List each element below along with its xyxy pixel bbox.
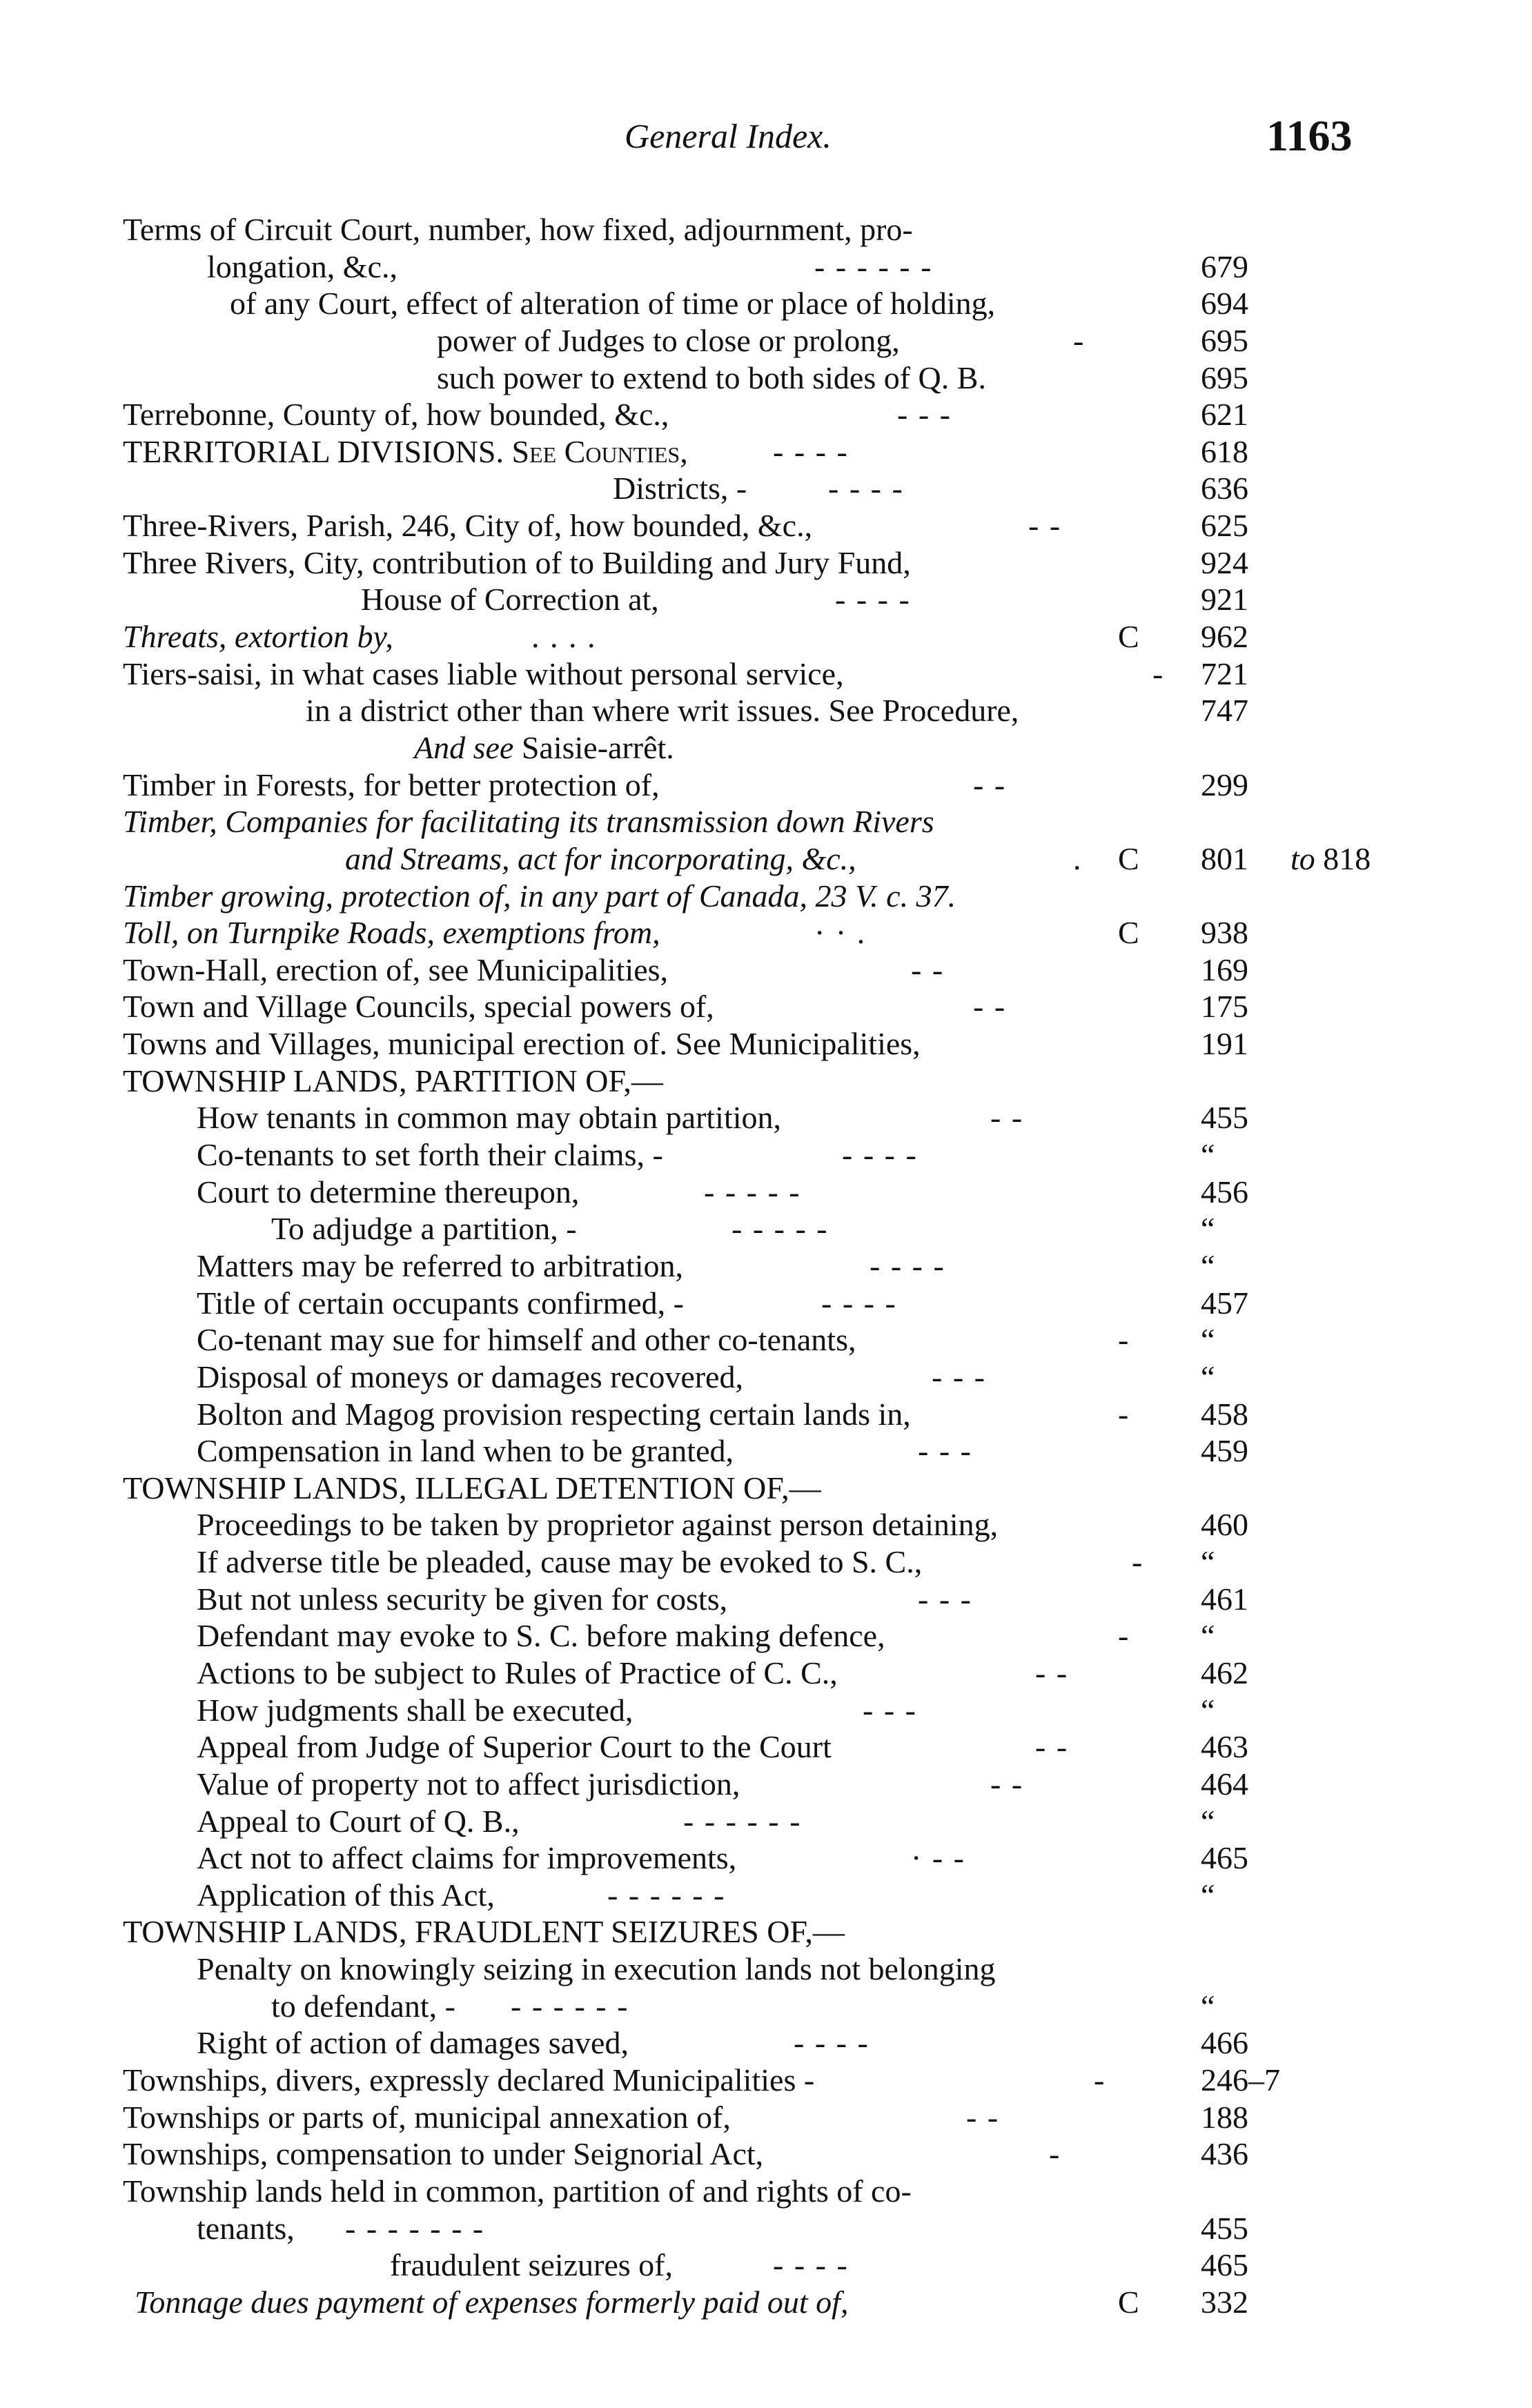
leader-dots: .	[1073, 840, 1083, 876]
index-entry	[0, 2210, 1532, 2247]
page-reference: “	[1201, 1988, 1215, 2024]
entry-text: Threats, extortion by,	[123, 619, 393, 655]
entry-text: How judgments shall be executed,	[197, 1692, 634, 1728]
index-entry	[0, 1877, 1532, 1914]
entry-text: Tiers-saisi, in what cases liable without personal service,	[123, 655, 844, 691]
page-reference: 169	[1201, 951, 1248, 987]
entry-text: Appeal to Court of Q. B.,	[197, 1803, 520, 1839]
index-entry	[0, 1951, 1532, 1988]
leader-dots: - -	[966, 2099, 1000, 2135]
page-reference: “	[1201, 1877, 1215, 1913]
index-entry	[0, 2062, 1532, 2099]
leader-dots: - -	[973, 989, 1007, 1025]
entry-text: To adjudge a partition, -	[271, 1211, 577, 1247]
leader-dots: - - - -	[828, 471, 904, 506]
entry-text: But not unless security be given for costs,	[197, 1581, 728, 1617]
entry-text: Compensation in land when to be granted,	[197, 1433, 734, 1469]
page-reference: “	[1201, 1692, 1215, 1728]
leader-dots: · · .	[814, 915, 867, 951]
entry-text: to defendant, -	[271, 1988, 455, 2024]
entry-text: Application of this Act,	[197, 1877, 495, 1913]
entry-text: Town-Hall, erection of, see Municipalities,	[123, 951, 669, 987]
page-reference: “	[1201, 1359, 1215, 1394]
leader-dots: - - - -	[794, 2025, 870, 2061]
leader-dots: - - - - - -	[511, 1988, 629, 2024]
page-reference: 679	[1201, 248, 1248, 284]
entry-text: TOWNSHIP LANDS, PARTITION OF,—	[123, 1063, 663, 1098]
entry-text: House of Correction at,	[361, 582, 659, 618]
index-entry	[0, 878, 1532, 915]
index-entry	[0, 2099, 1532, 2136]
entry-text: Actions to be subject to Rules of Practice of C. C.,	[197, 1655, 838, 1690]
index-entry	[0, 1359, 1532, 1396]
index-entry	[0, 433, 1532, 471]
entry-text: How tenants in common may obtain partition,	[197, 1100, 782, 1136]
leader-dots: - - - - - - -	[345, 2210, 485, 2246]
entry-text: Value of property not to affect jurisdiction,	[197, 1766, 740, 1802]
index-entry	[0, 1617, 1532, 1655]
entry-text: Districts, -	[613, 471, 747, 506]
index-entry	[0, 1655, 1532, 1692]
entry-text: Terms of Circuit Court, number, how fixed, adjournment, pro-	[123, 212, 913, 247]
entry-text: Defendant may evoke to S. C. before making defence,	[197, 1618, 885, 1654]
page-reference: 458	[1201, 1396, 1248, 1432]
page-reference: 436	[1201, 2136, 1248, 2172]
entry-text: Title of certain occupants confirmed, -	[197, 1285, 684, 1321]
page-reference: 332	[1201, 2284, 1248, 2320]
index-entry	[0, 1099, 1532, 1136]
index-entry	[0, 803, 1532, 840]
entry-text: in a district other than where writ issues. See Procedure,	[306, 693, 1019, 729]
entry-text: TERRITORIAL DIVISIONS. See Counties,	[123, 433, 688, 469]
page-reference: “	[1201, 1322, 1215, 1358]
page-reference: 188	[1201, 2099, 1248, 2135]
entry-text: Disposal of moneys or damages recovered,	[197, 1359, 743, 1394]
entry-text: Appeal from Judge of Superior Court to the Court	[197, 1729, 832, 1765]
index-entry	[0, 507, 1532, 544]
leader-dots: -	[1118, 1396, 1130, 1432]
index-entry	[0, 285, 1532, 322]
leader-dots: -	[1073, 322, 1086, 358]
page-reference: 465	[1201, 1840, 1248, 1876]
consolidated-mark: C	[1118, 619, 1139, 655]
page-reference: 455	[1201, 2210, 1248, 2246]
index-entry	[0, 2135, 1532, 2173]
entry-text: Three Rivers, City, contribution of to Building and Jury Fund,	[123, 544, 911, 580]
entry-text: Timber growing, protection of, in any part of Canada, 23 V. c. 37.	[123, 878, 956, 914]
index-entry	[0, 1396, 1532, 1433]
leader-dots: -	[1152, 655, 1165, 691]
entry-text: Bolton and Magog provision respecting certain lands in,	[197, 1396, 911, 1432]
entry-text: Townships, compensation to under Seignorial Act,	[123, 2136, 764, 2172]
entry-text: Proceedings to be taken by proprietor against person detaining,	[197, 1507, 999, 1543]
entry-text: Co-tenants to set forth their claims, -	[197, 1137, 663, 1173]
page-reference: 721	[1201, 655, 1248, 691]
leader-dots: -	[1094, 2062, 1106, 2098]
consolidated-mark: C	[1118, 840, 1139, 876]
leader-dots: - - -	[897, 397, 952, 433]
entry-text: Timber in Forests, for better protection of,	[123, 767, 660, 802]
leader-dots: - - - - -	[731, 1211, 829, 1247]
index-entry	[0, 618, 1532, 655]
leader-dots: - - - -	[842, 1137, 918, 1173]
entry-text: If adverse title be pleaded, cause may be evoked to S. C.,	[197, 1544, 923, 1580]
entry-text: Court to determine thereupon,	[197, 1174, 580, 1210]
index-entry	[0, 655, 1532, 693]
leader-dots: . . . .	[531, 619, 597, 655]
index-entry	[0, 1543, 1532, 1581]
entry-text: tenants,	[197, 2210, 295, 2246]
index-entry	[0, 470, 1532, 507]
leader-dots: -	[1049, 2136, 1061, 2172]
page-reference: 921	[1201, 582, 1248, 618]
leader-dots: · - -	[911, 1840, 965, 1876]
index-entry	[0, 1321, 1532, 1359]
page-reference: 618	[1201, 433, 1248, 469]
index-entry	[0, 211, 1532, 248]
page-reference: 246–7	[1201, 2062, 1280, 2098]
leader-dots: -	[1118, 1322, 1130, 1358]
index-entry	[0, 1913, 1532, 1951]
leader-dots: - - - - - -	[607, 1877, 726, 1913]
entry-text: And see Saisie-arrêt.	[414, 729, 674, 765]
index-entry	[0, 1210, 1532, 1247]
leader-dots: - - -	[863, 1692, 917, 1728]
leader-dots: - - - - - -	[683, 1803, 802, 1839]
entry-text: longation, &c.,	[207, 248, 397, 284]
entry-text: Penalty on knowingly seizing in execution lands not belonging	[197, 1951, 996, 1987]
entry-text: of any Court, effect of alteration of time or place of holding,	[230, 286, 996, 322]
index-entry	[0, 1506, 1532, 1543]
index-entry	[0, 988, 1532, 1025]
leader-dots: - - - -	[773, 433, 849, 469]
index-entry	[0, 359, 1532, 397]
index-entry	[0, 1025, 1532, 1063]
page-reference: 465	[1201, 2247, 1248, 2283]
page-reference: 299	[1201, 767, 1248, 802]
leader-dots: - - - -	[773, 2247, 849, 2283]
page-reference: 459	[1201, 1433, 1248, 1469]
leader-dots: -	[1118, 1618, 1130, 1654]
page-reference: 636	[1201, 471, 1248, 506]
entry-text: and Streams, act for incorporating, &c.,	[345, 840, 856, 876]
index-entry	[0, 1728, 1532, 1766]
leader-dots: - - -	[932, 1359, 986, 1394]
entry-text: Town and Village Councils, special powers of,	[123, 989, 714, 1025]
entry-text: Tonnage dues payment of expenses formerly paid out of,	[135, 2284, 849, 2320]
leader-dots: - -	[990, 1100, 1024, 1136]
page-reference: 747	[1201, 693, 1248, 729]
index-entry	[0, 1581, 1532, 1618]
index-entry	[0, 1839, 1532, 1877]
index-entry	[0, 767, 1532, 804]
page-reference: 460	[1201, 1507, 1248, 1543]
index-entry	[0, 1803, 1532, 1840]
index-entry	[0, 1432, 1532, 1470]
entry-text: Terrebonne, County of, how bounded, &c.,	[123, 397, 669, 433]
leader-dots: - - - -	[835, 582, 911, 618]
index-entry	[0, 692, 1532, 729]
entry-text: TOWNSHIP LANDS, ILLEGAL DETENTION OF,—	[123, 1470, 821, 1506]
index-entry	[0, 1063, 1532, 1100]
entry-text: Act not to affect claims for improvements,	[197, 1840, 737, 1876]
leader-dots: -	[1132, 1544, 1144, 1580]
entry-text: Three-Rivers, Parish, 246, City of, how bounded, &c.,	[123, 508, 813, 544]
page-number: 1163	[1266, 111, 1353, 160]
page-reference: 962	[1201, 619, 1248, 655]
entry-text: Towns and Villages, municipal erection of. See Municipalities,	[123, 1026, 921, 1062]
leader-dots: - -	[1035, 1655, 1069, 1690]
consolidated-mark: C	[1118, 915, 1139, 951]
page-reference: 191	[1201, 1026, 1248, 1062]
index-entry	[0, 1470, 1532, 1507]
index-entry	[0, 544, 1532, 582]
entry-text: Townships or parts of, municipal annexation of,	[123, 2099, 731, 2135]
leader-dots: - - -	[918, 1433, 972, 1469]
page-reference: 801	[1201, 840, 1248, 876]
index-entry	[0, 248, 1532, 286]
leader-dots: - - - -	[870, 1247, 945, 1283]
page-reference: 924	[1201, 544, 1248, 580]
index-entry	[0, 1285, 1532, 1322]
index-entry	[0, 2024, 1532, 2062]
page-reference: 456	[1201, 1174, 1248, 1210]
page-reference: 457	[1201, 1285, 1248, 1321]
entry-text: Matters may be referred to arbitration,	[197, 1247, 684, 1283]
index-entry	[0, 1988, 1532, 2025]
leader-dots: - - - - - -	[814, 248, 933, 284]
page-reference: 455	[1201, 1100, 1248, 1136]
entry-text: Timber, Companies for facilitating its transmission down Rivers	[123, 804, 934, 840]
page-reference: 461	[1201, 1581, 1248, 1617]
page-reference: 175	[1201, 989, 1248, 1025]
entry-text: Co-tenant may sue for himself and other co-tenants,	[197, 1322, 856, 1358]
index-entry	[0, 1692, 1532, 1729]
index-entry	[0, 581, 1532, 618]
page-reference: 694	[1201, 286, 1248, 322]
page-reference: 695	[1201, 322, 1248, 358]
page-reference: 695	[1201, 359, 1248, 395]
index-entry	[0, 2173, 1532, 2210]
entry-text: such power to extend to both sides of Q. B.	[437, 359, 986, 395]
index-entry	[0, 1766, 1532, 1803]
page-reference: 621	[1201, 397, 1248, 433]
entry-text: fraudulent seizures of,	[390, 2247, 674, 2283]
page-reference: 625	[1201, 508, 1248, 544]
index-entry	[0, 2284, 1532, 2321]
page-reference: 462	[1201, 1655, 1248, 1690]
leader-dots: - -	[1028, 508, 1062, 544]
index-entry	[0, 840, 1532, 878]
entry-text: TOWNSHIP LANDS, FRAUDLENT SEIZURES OF,—	[123, 1914, 845, 1950]
index-entries	[0, 211, 1532, 2321]
entry-text: power of Judges to close or prolong,	[437, 322, 900, 358]
consolidated-mark: C	[1118, 2284, 1139, 2320]
page-reference: “	[1201, 1803, 1215, 1839]
index-entry	[0, 729, 1532, 767]
index-entry	[0, 951, 1532, 989]
index-entry	[0, 1174, 1532, 1211]
page-reference: “	[1201, 1544, 1215, 1580]
page-reference: 463	[1201, 1729, 1248, 1765]
leader-dots: - - - - -	[704, 1174, 801, 1210]
page-reference: “	[1201, 1618, 1215, 1654]
leader-dots: - -	[990, 1766, 1024, 1802]
index-entry	[0, 1136, 1532, 1174]
index-entry	[0, 396, 1532, 433]
leader-dots: - - - -	[821, 1285, 897, 1321]
leader-dots: - -	[973, 767, 1007, 802]
entry-text: Townships, divers, expressly declared Municipalities -	[123, 2062, 815, 2098]
page-range-end: to 818	[1290, 840, 1371, 876]
index-entry	[0, 2247, 1532, 2284]
running-header-title: General Index.	[625, 117, 832, 155]
page-reference: “	[1201, 1137, 1215, 1173]
page-reference: 938	[1201, 915, 1248, 951]
entry-text: Township lands held in common, partition of and rights of co-	[123, 2173, 912, 2209]
page-reference: “	[1201, 1211, 1215, 1247]
index-entry	[0, 1247, 1532, 1285]
page-reference: “	[1201, 1247, 1215, 1283]
index-entry	[0, 322, 1532, 359]
entry-text: Toll, on Turnpike Roads, exemptions from,	[123, 915, 660, 951]
leader-dots: - -	[911, 951, 945, 987]
index-entry	[0, 914, 1532, 951]
page-reference: 464	[1201, 1766, 1248, 1802]
leader-dots: - - -	[918, 1581, 972, 1617]
leader-dots: - -	[1035, 1729, 1069, 1765]
page-reference: 466	[1201, 2025, 1248, 2061]
entry-text: Right of action of damages saved,	[197, 2025, 629, 2061]
